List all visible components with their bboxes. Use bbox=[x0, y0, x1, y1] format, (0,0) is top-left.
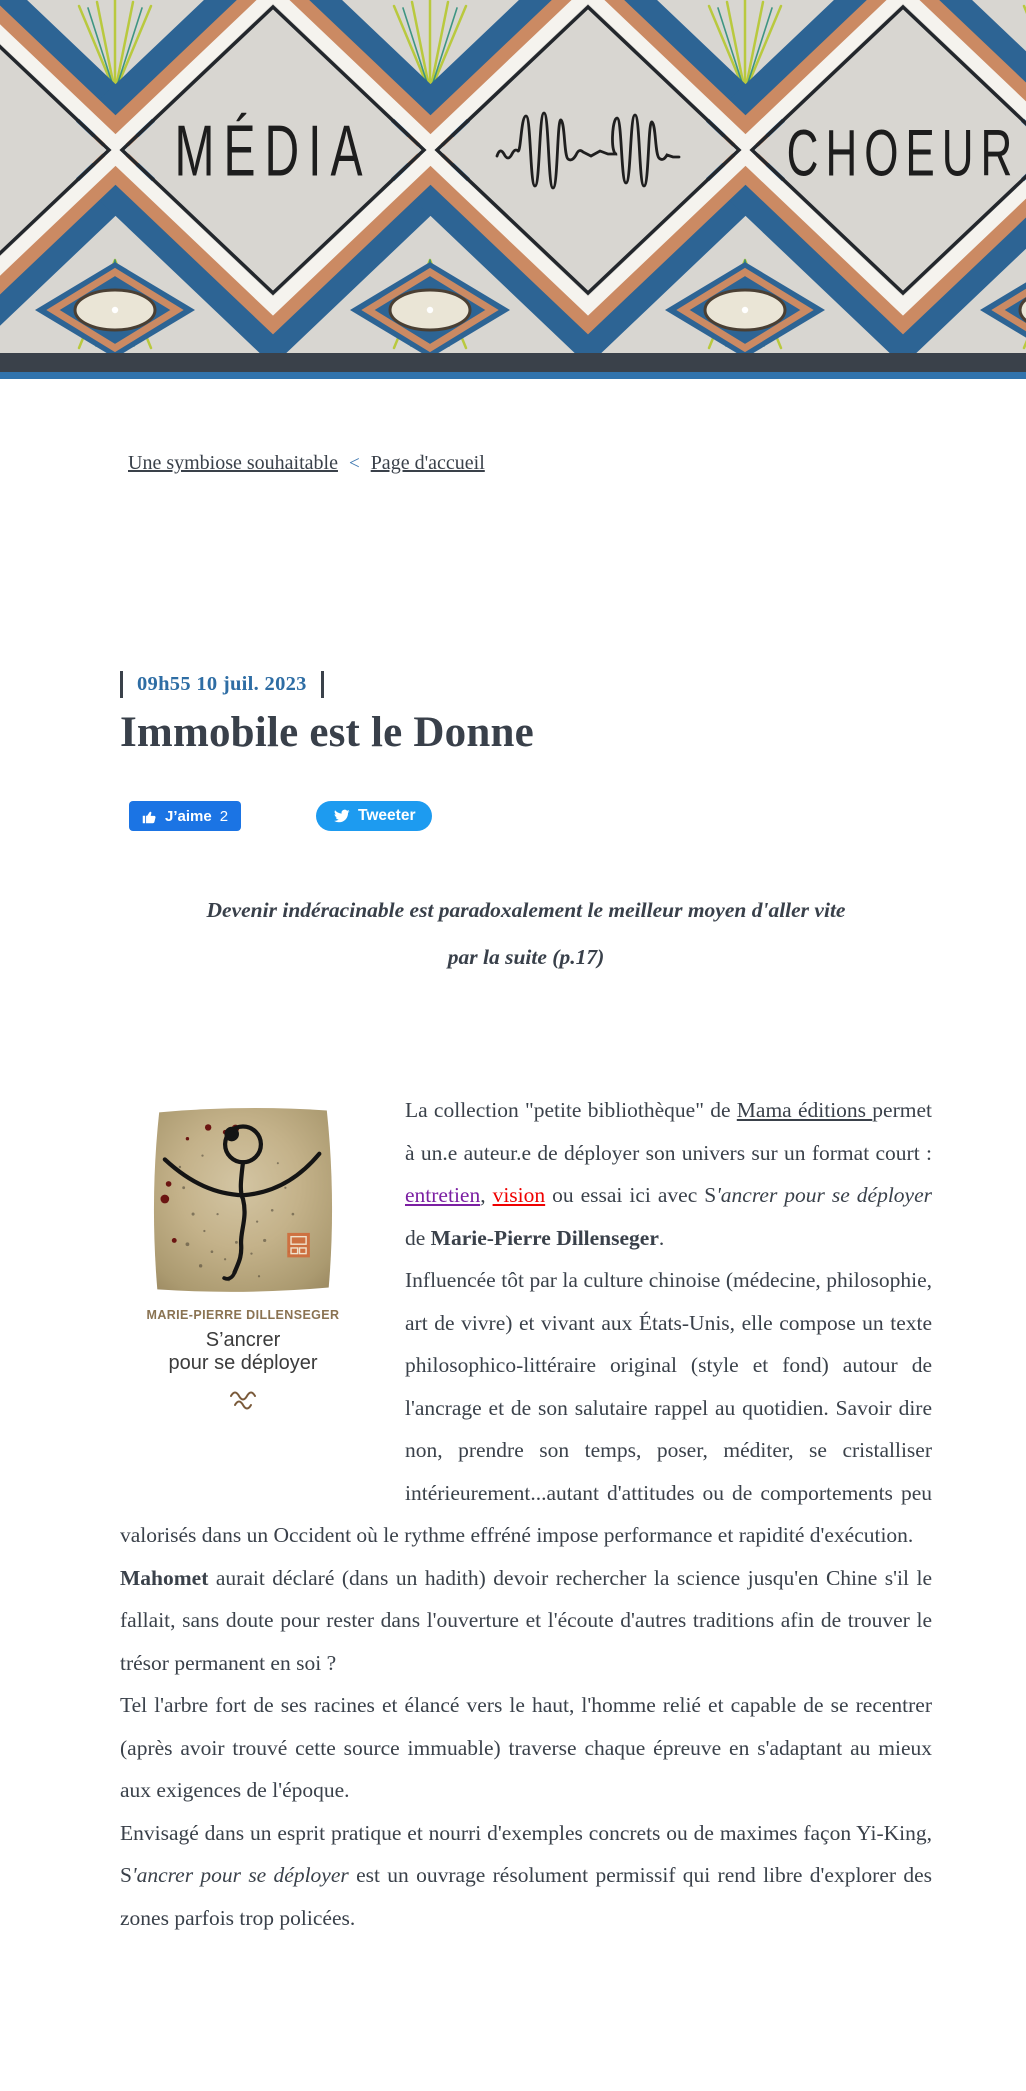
breadcrumb-home-link[interactable]: Page d'accueil bbox=[370, 452, 485, 474]
seal-stamp bbox=[287, 1233, 310, 1257]
inline-link[interactable]: vision bbox=[492, 1183, 546, 1207]
lead-quote-line2: par la suite (p.17) bbox=[447, 945, 605, 969]
banner-right-label bbox=[787, 115, 1020, 189]
text-segment: , bbox=[480, 1183, 493, 1207]
lead-quote bbox=[120, 887, 932, 981]
inline-link[interactable]: Mama éditions bbox=[736, 1098, 873, 1122]
text-segment: permet à un.e auteur.e de déployer son univers sur un format court : bbox=[405, 1098, 932, 1165]
date-right-bar bbox=[321, 671, 324, 698]
text-segment: aurait déclaré (dans un hadith) devoir rechercher la science jusqu'en Chine s'il le fallait, sans doute pour rester dans l'ouverture et l'écoute d'autres traditions afin de trouver le trésor permanent en soi ? bbox=[120, 1565, 932, 1675]
page-title: Immobile est le Donne bbox=[120, 709, 534, 756]
text-segment: Marie-Pierre Dillenseger bbox=[430, 1225, 659, 1250]
article-body bbox=[120, 1089, 932, 1939]
facebook-like-count: 2 bbox=[219, 807, 229, 825]
header-dark-bar bbox=[0, 353, 1026, 372]
header-blue-bar bbox=[0, 372, 1026, 379]
kaleidoscope-pattern bbox=[0, 0, 1026, 353]
text-segment: Envisagé dans un esprit pratique et nourri d'exemples concrets ou de maximes façon Yi-King, S bbox=[120, 1820, 932, 1887]
article bbox=[120, 671, 932, 1939]
text-segment: est un ouvrage résolument permissif qui rend libre d'explorer des zones parfois trop policées. bbox=[120, 1863, 932, 1930]
date-left-bar bbox=[120, 671, 123, 698]
text-segment: de bbox=[405, 1225, 431, 1250]
book-cover bbox=[128, 1101, 358, 1426]
banner-left-label bbox=[175, 111, 372, 191]
breadcrumb-current-link[interactable]: Une symbiose souhaitable bbox=[128, 452, 338, 474]
facebook-like-button[interactable] bbox=[129, 801, 241, 831]
text-segment: La collection "petite bibliothèque" de bbox=[405, 1098, 737, 1122]
text-segment: ou essai ici avec S bbox=[545, 1183, 717, 1207]
text-segment: 'ancrer pour se déployer bbox=[131, 1863, 349, 1887]
book-author: MARIE-PIERRE DILLENSEGER bbox=[146, 1308, 340, 1322]
text-segment: Tel l'arbre fort de ses racines et élancé vers le haut, l'homme relié et capable de se recentrer (après avoir trouvé cette source immuable) traverse chaque épreuve en s'adaptant au mieux aux exigences de l'époque. bbox=[120, 1693, 932, 1802]
paragraph bbox=[120, 1812, 932, 1940]
header-banner bbox=[0, 0, 1026, 353]
breadcrumb bbox=[128, 452, 1026, 475]
breadcrumb-separator: < bbox=[348, 453, 360, 474]
share-row bbox=[120, 801, 932, 831]
tweet-label: Tweeter bbox=[358, 807, 416, 824]
tweet-button[interactable] bbox=[316, 801, 432, 831]
text-segment: 'ancrer pour se déployer bbox=[716, 1183, 932, 1207]
article-date-row bbox=[120, 671, 932, 698]
facebook-like-label: J’aime bbox=[165, 807, 212, 825]
article-date: 09h55 10 juil. 2023 bbox=[137, 673, 307, 695]
text-segment: Mahomet bbox=[120, 1565, 209, 1590]
thumbs-up-icon bbox=[142, 809, 157, 824]
text-segment: . bbox=[658, 1225, 665, 1250]
book-title-line1: S’ancrer bbox=[205, 1329, 281, 1351]
lead-quote-line1: Devenir indéracinable est paradoxalement le meilleur moyen d'aller vite bbox=[206, 898, 846, 922]
inline-link[interactable]: entretien bbox=[405, 1183, 481, 1207]
publisher-logo-icon bbox=[228, 1387, 258, 1411]
book-cover-image bbox=[146, 1101, 340, 1297]
paragraph bbox=[120, 1557, 932, 1685]
book-title bbox=[128, 1329, 358, 1375]
svg-text:CHOEUR: CHOEUR bbox=[786, 115, 1020, 190]
twitter-bird-icon bbox=[333, 809, 350, 824]
book-title-line2: pour se déployer bbox=[168, 1352, 318, 1374]
paragraph bbox=[120, 1684, 932, 1812]
svg-text:MÉDIA: MÉDIA bbox=[174, 110, 372, 191]
text-segment: Influencée tôt par la culture chinoise (médecine, philosophie, art de vivre) et vivant aux États-Unis, elle compose un texte philosophico-littéraire original (style et fond) autour de l'ancrage et de son salutaire rappel au quotidien. Savoir dire non, prendre son temps, poser, méditer, se cristalliser intérieurement...autant d'attitudes ou de comportements peu valorisés dans un Occident où le rythme effréné impose performance et rapidité d'exécution. bbox=[120, 1268, 932, 1547]
